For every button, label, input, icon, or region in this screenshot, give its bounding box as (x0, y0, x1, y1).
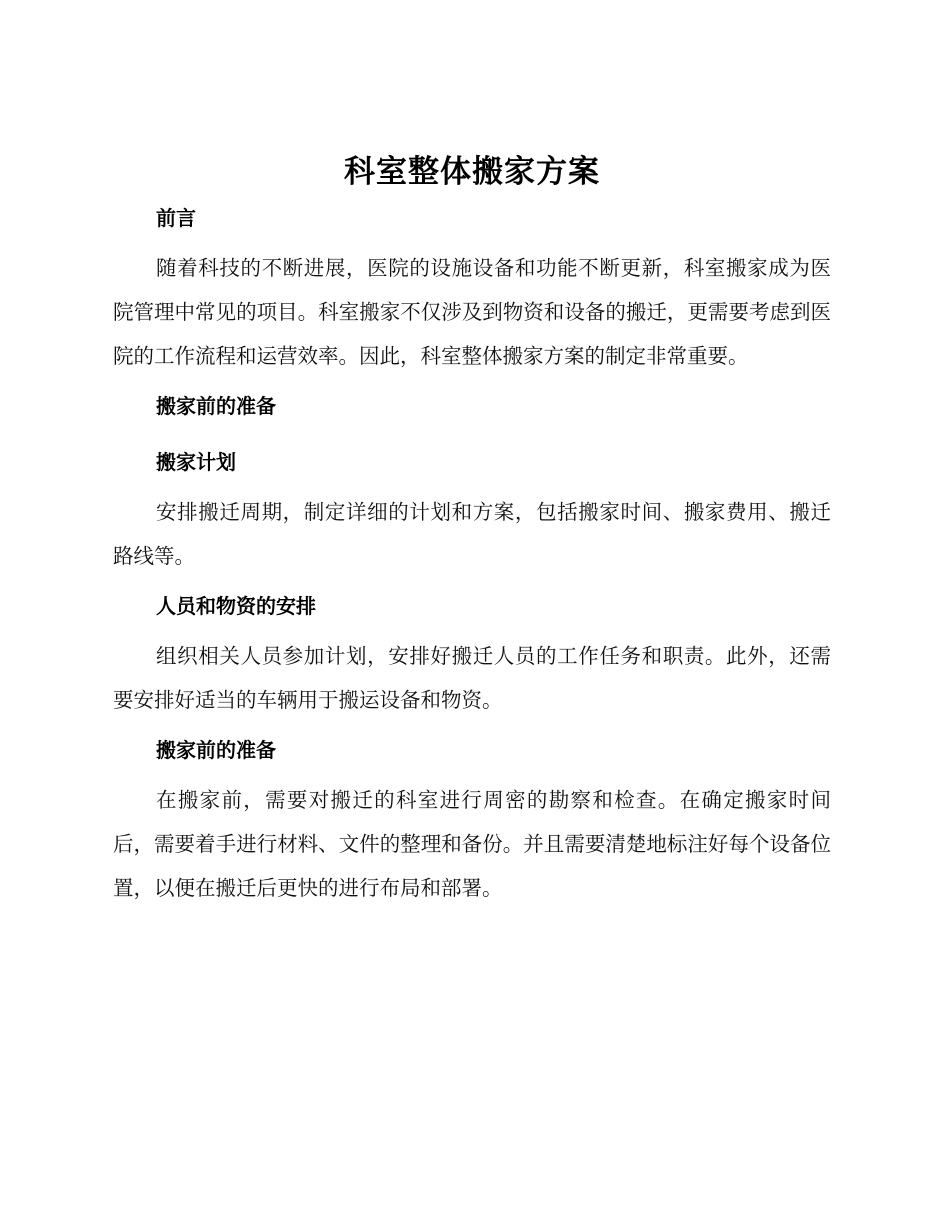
paragraph-preparation-before-moving: 在搬家前，需要对搬迁的科室进行周密的勘察和检查。在确定搬家时间后，需要着手进行材料、文件的整理和备份。并且需要清楚地标注好每个设备位置，以便在搬迁后更快的进行布局和部署。 (113, 788, 831, 900)
paragraph-preface: 随着科技的不断进展，医院的设施设备和功能不断更新，科室搬家成为医院管理中常见的项目。科室搬家不仅涉及到物资和设备的搬迁，更需要考虑到医院的工作流程和运营效率。因此，科室整体搬家方案的制定非常重要。 (113, 256, 831, 368)
paragraph-moving-plan: 安排搬迁周期，制定详细的计划和方案，包括搬家时间、搬家费用、搬迁路线等。 (113, 500, 831, 568)
document-title: 科室整体搬家方案 (344, 154, 600, 190)
section-heading-staff-materials: 人员和物资的安排 (156, 594, 316, 618)
section-heading-preparation: 搬家前的准备 (156, 394, 276, 418)
section-heading-preface: 前言 (156, 206, 196, 230)
document-page (113, 150, 831, 910)
section-heading-moving-plan: 搬家计划 (156, 450, 236, 474)
section-heading-preparation-before-moving: 搬家前的准备 (156, 738, 276, 762)
paragraph-staff-materials: 组织相关人员参加计划，安排好搬迁人员的工作任务和职责。此外，还需要安排好适当的车辆用于搬运设备和物资。 (113, 644, 831, 712)
